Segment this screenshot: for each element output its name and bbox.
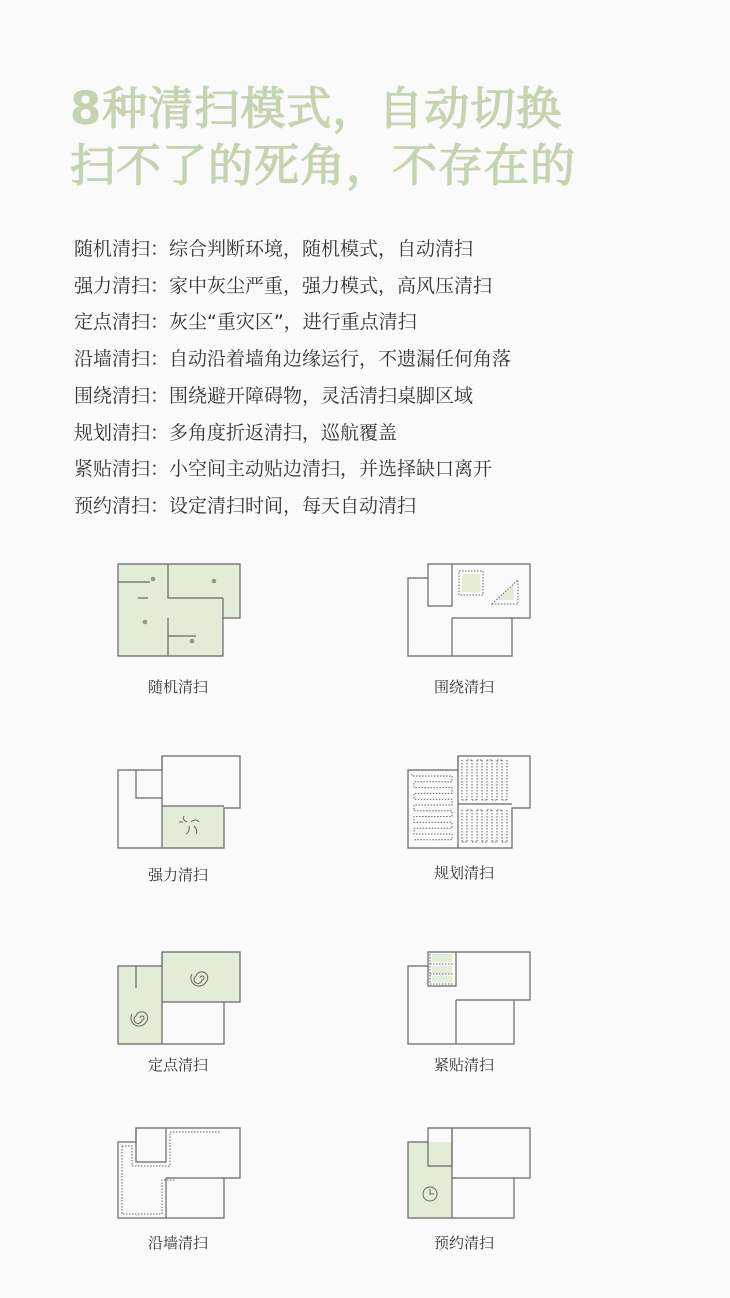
surround-clean-icon bbox=[364, 560, 564, 660]
card-label: 强力清扫 bbox=[147, 866, 208, 884]
mode-line-strong: 强力清扫：家中灰尘严重，强力模式，高风压清扫 bbox=[74, 275, 493, 297]
card-label: 紧贴清扫 bbox=[433, 1056, 494, 1074]
mode-line-spot: 定点清扫：灰尘“重灾区”，进行重点清扫 bbox=[74, 311, 417, 333]
wall-clean-icon bbox=[78, 1124, 278, 1224]
mode-line-random: 随机清扫：综合判断环境，随机模式，自动清扫 bbox=[74, 238, 474, 260]
planned-path-left bbox=[412, 774, 452, 840]
schedule-clean-icon bbox=[364, 1124, 564, 1224]
headline-line-2: 扫不了的死角，不存在的 bbox=[70, 139, 577, 192]
planned-path-right bbox=[462, 760, 507, 842]
spot-clean-icon bbox=[78, 948, 278, 1048]
card-surround-clean bbox=[364, 560, 564, 696]
card-planned-clean bbox=[364, 752, 564, 882]
tight-clean-icon bbox=[364, 948, 564, 1048]
card-label: 规划清扫 bbox=[433, 864, 494, 882]
card-spot-clean bbox=[78, 948, 278, 1074]
card-label: 随机清扫 bbox=[147, 678, 208, 696]
card-label: 沿墙清扫 bbox=[147, 1234, 208, 1252]
random-clean-icon bbox=[78, 560, 278, 660]
card-strong-clean bbox=[78, 752, 278, 884]
card-label: 预约清扫 bbox=[433, 1234, 494, 1252]
card-random-clean bbox=[78, 560, 278, 696]
mode-line-schedule: 预约清扫：设定清扫时间，每天自动清扫 bbox=[74, 495, 417, 517]
mode-line-wall: 沿墙清扫：自动沿着墙角边缘运行，不遗漏任何角落 bbox=[74, 348, 512, 370]
strong-clean-icon bbox=[78, 752, 278, 852]
mode-line-tight: 紧贴清扫：小空间主动贴边清扫，并选择缺口离开 bbox=[74, 458, 493, 480]
mode-line-planned: 规划清扫：多角度折返清扫，巡航覆盖 bbox=[74, 422, 398, 444]
mode-line-surround: 围绕清扫：围绕避开障碍物，灵活清扫桌脚区域 bbox=[74, 385, 474, 407]
headline-line-1: 8种清扫模式，自动切换 bbox=[70, 82, 563, 135]
card-label: 定点清扫 bbox=[147, 1056, 208, 1074]
card-wall-clean bbox=[78, 1124, 278, 1252]
card-tight-clean bbox=[364, 948, 564, 1074]
card-label: 围绕清扫 bbox=[433, 678, 494, 696]
planned-clean-icon bbox=[364, 752, 564, 852]
card-schedule-clean bbox=[364, 1124, 564, 1252]
